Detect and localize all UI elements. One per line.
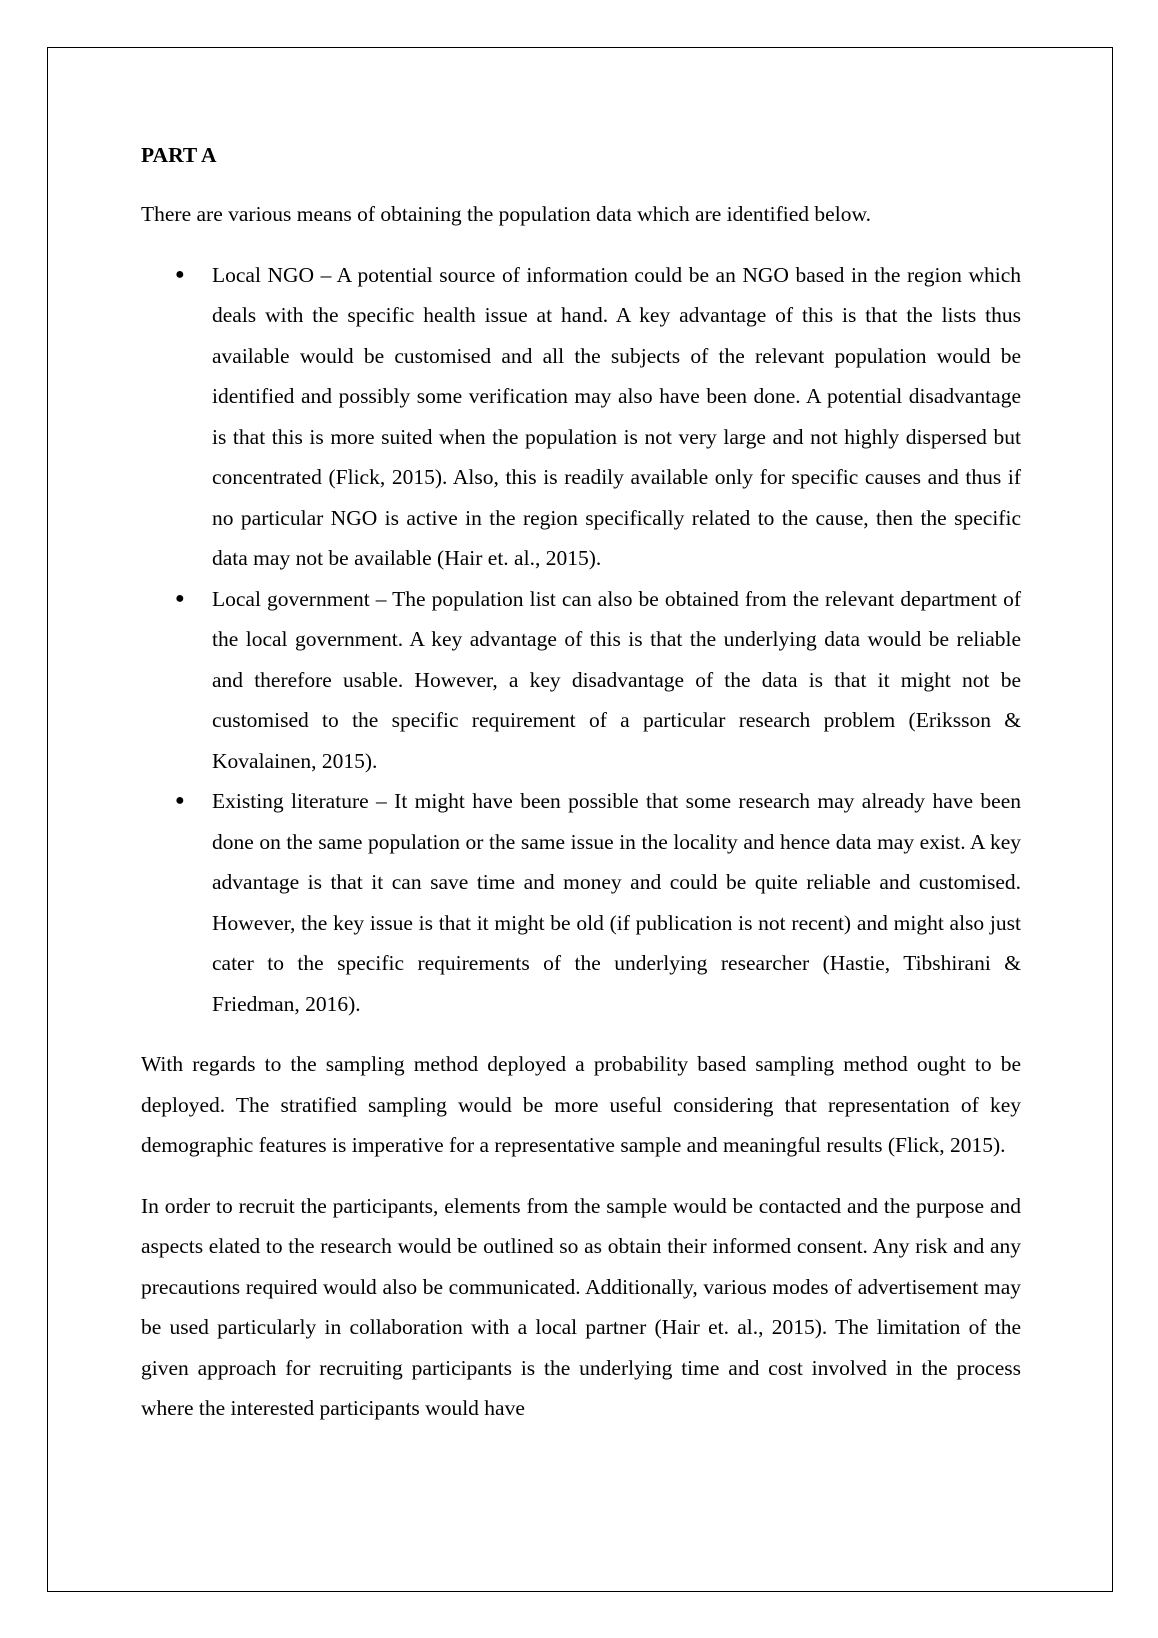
list-item-existing-literature	[141, 781, 1021, 1024]
list-item-text: Local government – The population list can also be obtained from the relevant department of the local government. A key advantage of this is that the underlying data would be reliable and therefore usable. However, a key disadvantage of the data is that it might not be customised to the specific requirement of a particular research problem (Eriksson & Kovalainen, 2015).	[212, 586, 1021, 773]
bullet-icon: ●	[175, 792, 185, 809]
intro-paragraph: There are various means of obtaining the population data which are identified below.	[141, 202, 871, 226]
section-heading: PART A	[141, 143, 217, 167]
list-item-local-ngo	[141, 255, 1021, 579]
sampling-paragraph: With regards to the sampling method deployed a probability based sampling method ought to be deployed. The stratified sampling would be more useful considering that representation of key demographic features is imperative for a representative sample and meaningful results (Flick, 2015).	[141, 1052, 1021, 1157]
list-item-local-government	[141, 579, 1021, 782]
list-item-text: Local NGO – A potential source of information could be an NGO based in the region which deals with the specific health issue at hand. A key advantage of this is that the lists thus available would be customised and all the subjects of the relevant population would be identified and possibly some verification may also have been done. A potential disadvantage is that this is more suited when the population is not very large and not highly dispersed but concentrated (Flick, 2015). Also, this is readily available only for specific causes and thus if no particular NGO is active in the region specifically related to the cause, then the specific data may not be available (Hair et. al., 2015).	[212, 262, 1021, 570]
document-body	[141, 136, 1021, 1449]
bullet-icon: ●	[175, 589, 185, 607]
bullet-icon: ●	[175, 265, 185, 283]
bullet-list	[141, 255, 1021, 1025]
recruitment-paragraph: In order to recruit the participants, elements from the sample would be contacted and the purpose and aspects elated to the research would be outlined so as obtain their informed consent. Any risk and any precautions required would also be communicated. Additionally, various modes of advertisement may be used particularly in collaboration with a local partner (Hair et. al., 2015). The limitation of the given approach for recruiting participants is the underlying time and cost involved in the process where the interested participants would have	[141, 1193, 1021, 1420]
list-item-text: Existing literature – It might have been possible that some research may already have been done on the same population or the same issue in the locality and hence data may exist. A key advantage is that it can save time and money and could be quite reliable and customised. However, the key issue is that it might be old (if publication is not recent) and might also just cater to the specific requirements of the underlying researcher (Hastie, Tibshirani & Friedman, 2016).	[212, 789, 1021, 1016]
